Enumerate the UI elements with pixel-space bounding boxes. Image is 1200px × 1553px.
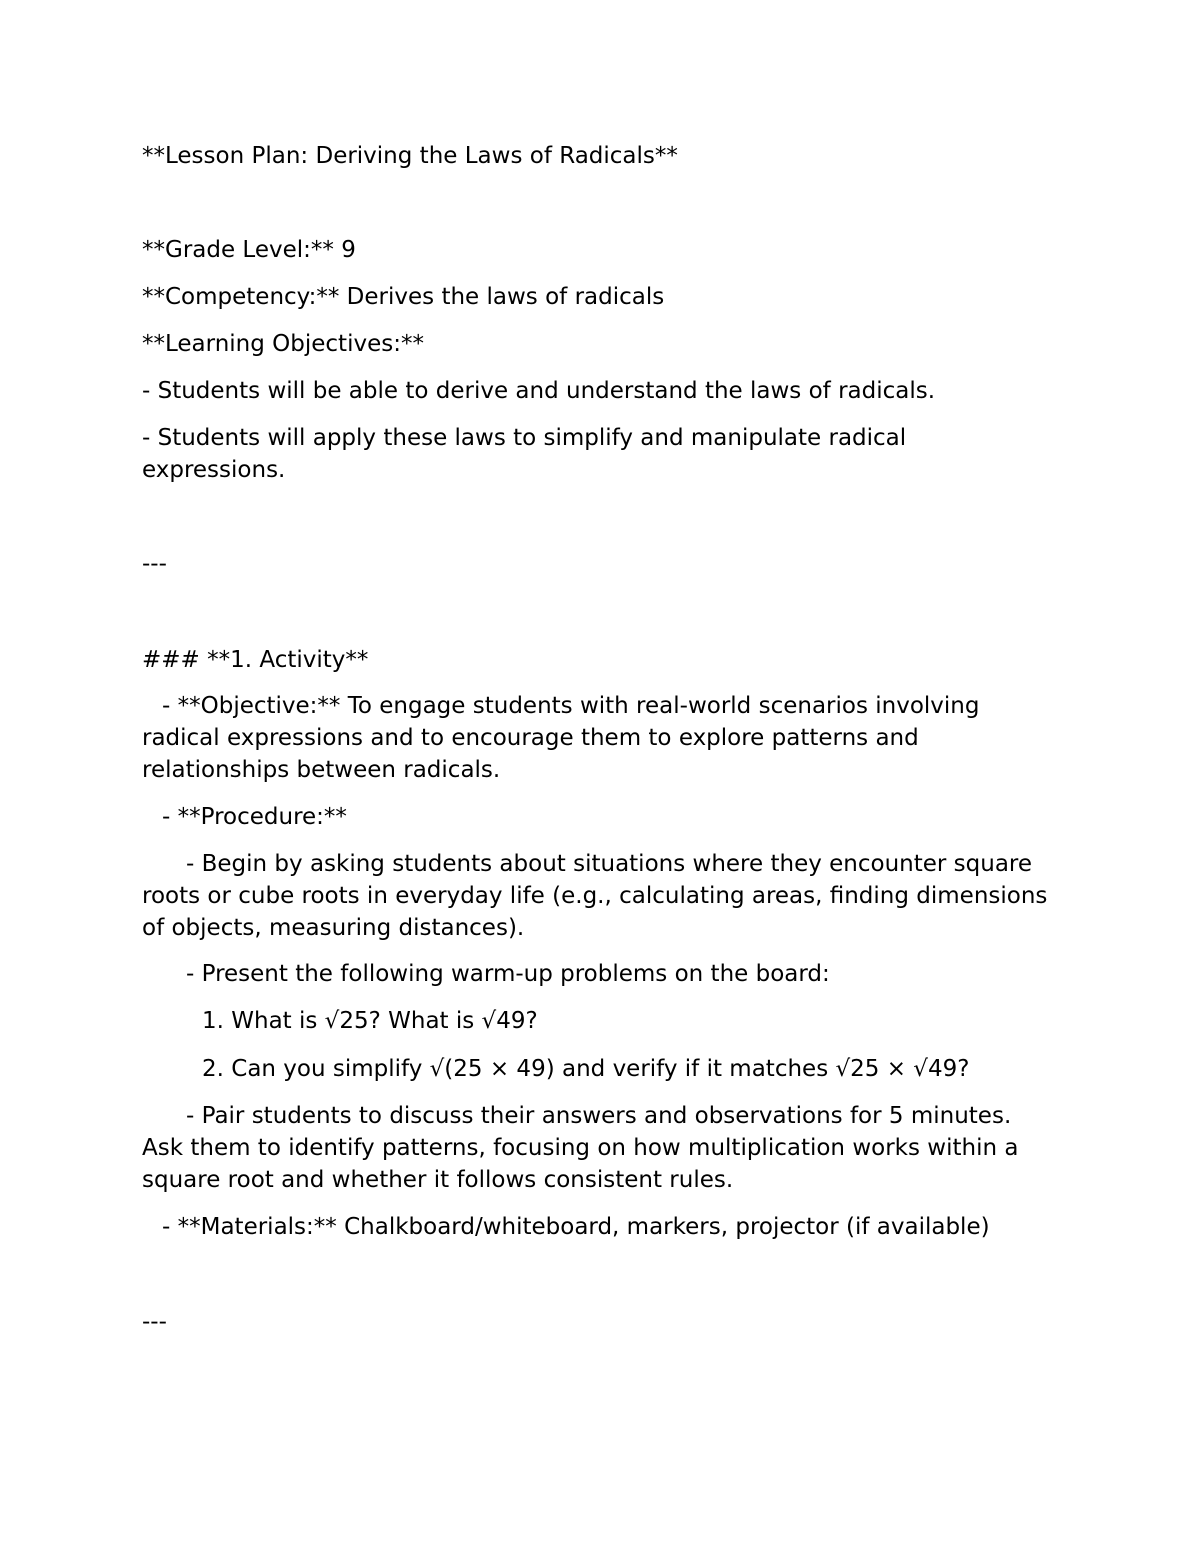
grade-level: **Grade Level:** 9: [142, 237, 356, 263]
activity-objective: - **Objective:** To engage students with real-world scenarios involving radical expressions and to encourage them to explore patterns and relationships between radicals.: [142, 693, 987, 783]
section-separator: ---: [142, 1309, 167, 1335]
lesson-title: **Lesson Plan: Deriving the Laws of Radicals**: [142, 143, 678, 169]
objectives-heading: **Learning Objectives:**: [142, 331, 424, 357]
activity-heading: ### **1. Activity**: [142, 647, 369, 673]
procedure-heading: - **Procedure:**: [162, 804, 347, 830]
objective-item: - Students will apply these laws to simplify and manipulate radical expressions.: [142, 425, 914, 483]
section-separator: ---: [142, 551, 167, 577]
procedure-step: - Begin by asking students about situations where they encounter square roots or cube roots in everyday life (e.g., calculating areas, finding dimensions of objects, measuring distances).: [142, 851, 1055, 941]
warmup-problem: 2. Can you simplify √(25 × 49) and verify if it matches √25 × √49?: [202, 1056, 970, 1082]
competency: **Competency:** Derives the laws of radicals: [142, 284, 665, 310]
warmup-problem: 1. What is √25? What is √49?: [202, 1008, 538, 1034]
materials: - **Materials:** Chalkboard/whiteboard, markers, projector (if available): [162, 1214, 990, 1240]
procedure-step: - Present the following warm-up problems on the board:: [186, 961, 830, 987]
objective-item: - Students will be able to derive and understand the laws of radicals.: [142, 378, 936, 404]
procedure-step: - Pair students to discuss their answers and observations for 5 minutes. Ask them to identify patterns, focusing on how multiplication works within a square root and whether it follows consistent rules.: [142, 1103, 1026, 1193]
